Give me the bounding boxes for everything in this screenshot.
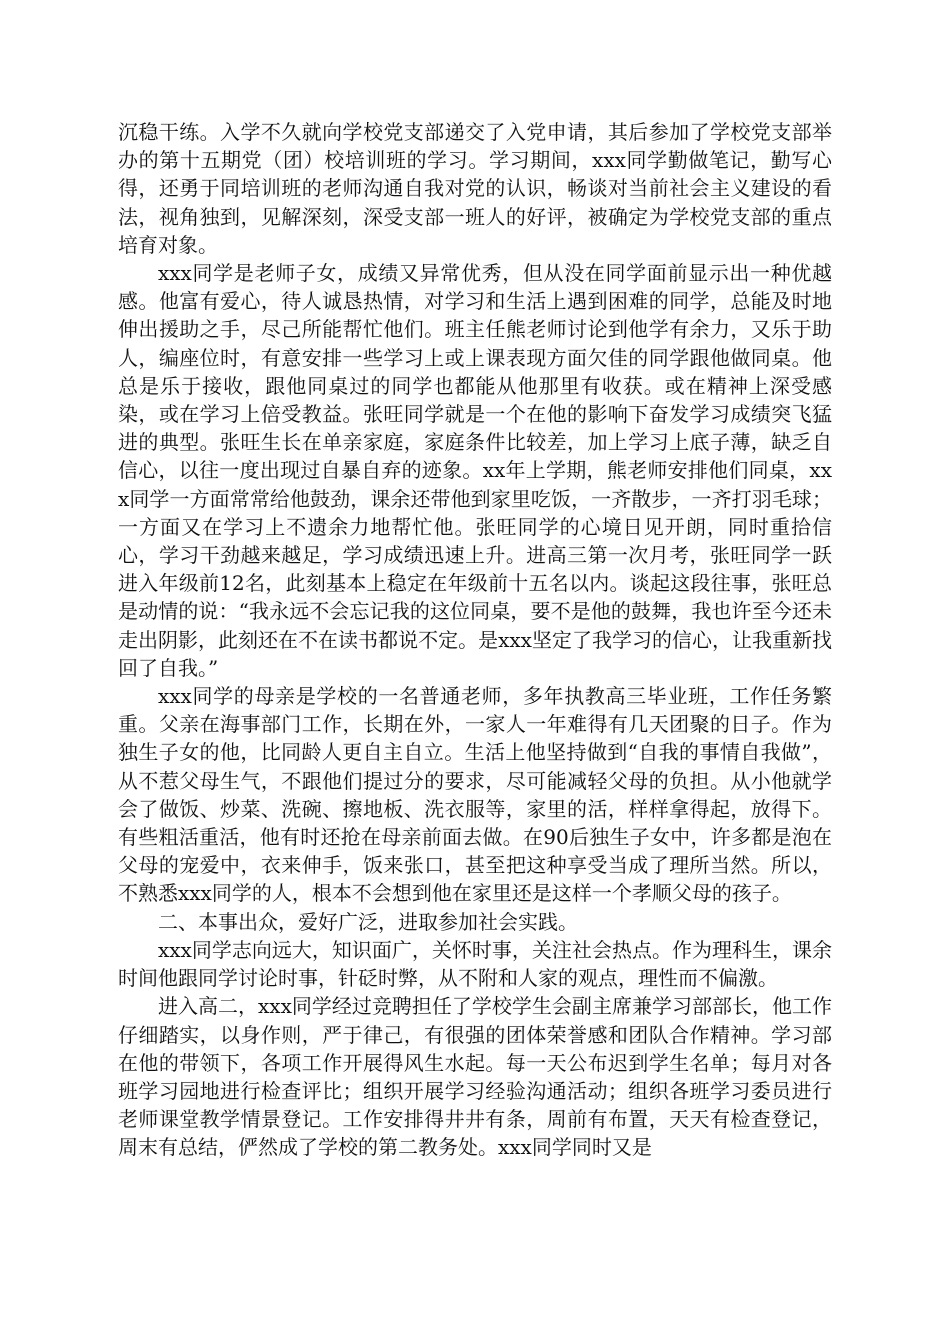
paragraph-continuation: 沉稳干练。入学不久就向学校党支部递交了入党申请，其后参加了学校党支部举办的第十五期党（团）校培训班的学习。学习期间，xxx同学勤做笔记，勤写心得，还勇于同培训班的老师沟通自我对党的认识，畅谈对当前社会主义建设的看法，视角独到，见解深刻，深受支部一班人的好评，被确定为学校党支部的重点培育对象。 xyxy=(118,120,832,257)
paragraph-current-affairs: xxx同学志向远大，知识面广，关怀时事，关注社会热点。作为理科生，课余时间他跟同学讨论时事，针砭时弊，从不附和人家的观点，理性而不偏激。 xyxy=(118,937,832,991)
paragraph-student-union: 进入高二，xxx同学经过竞聘担任了学校学生会副主席兼学习部部长，他工作仔细踏实，以身作则，严于律己，有很强的团体荣誉感和团队合作精神。学习部在他的带领下，各项工作开展得风生水起。每一天公布迟到学生名单；每月对各班学习园地进行检查评比；组织开展学习经验沟通活动；组织各班学习委员进行老师课堂教学情景登记。工作安排得井井有条，周前有布置，天天有检查登记，周末有总结，俨然成了学校的第二教务处。xxx同学同时又是 xyxy=(118,994,832,1160)
paragraph-classmate-help: xxx同学是老师子女，成绩又异常优秀，但从没在同学面前显示出一种优越感。他富有爱心，待人诚恳热情，对学习和生活上遇到困难的同学，总能及时地伸出援助之手，尽己所能帮忙他们。班主任熊老师讨论到他学有余力，又乐于助人，编座位时，有意安排一些学习上或上课表现方面欠佳的同学跟他做同桌。他总是乐于接收，跟他同桌过的同学也都能从他那里有收获。或在精神上深受感染，或在学习上倍受教益。张旺同学就是一个在他的影响下奋发学习成绩突飞猛进的典型。张旺生长在单亲家庭，家庭条件比较差，加上学习上底子薄，缺乏自信心，以往一度出现过自暴自弃的迹象。xx年上学期，熊老师安排他们同桌，xxx同学一方面常常给他鼓劲，课余还带他到家里吃饭，一齐散步，一齐打羽毛球；一方面又在学习上不遗余力地帮忙他。张旺同学的心境日见开朗，同时重拾信心，学习干劲越来越足，学习成绩迅速上升。进高三第一次月考，张旺同学一跃进入年级前12名，此刻基本上稳定在年级前十五名以内。谈起这段往事，张旺总是动情的说：“我永远不会忘记我的这位同桌，要不是他的鼓舞，我也许至今还未走出阴影，此刻还在不在读书都说不定。是xxx坚定了我学习的信心，让我重新找回了自我。” xyxy=(118,261,832,680)
section-heading-abilities: 二、本事出众，爱好广泛，进取参加社会实践。 xyxy=(158,909,578,934)
document-body xyxy=(118,118,832,1162)
paragraph-family-life: xxx同学的母亲是学校的一名普通老师，多年执教高三毕业班，工作任务繁重。父亲在海事部门工作，长期在外，一家人一年难得有几天团聚的日子。作为独生子女的他，比同龄人更自主自立。生活上他坚持做到“自我的事情自我做”，从不惹父母生气，不跟他们提过分的要求，尽可能减轻父母的负担。从小他就学会了做饭、炒菜、洗碗、擦地板、洗衣服等，家里的活，样样拿得起，放得下。有些粗活重活，他有时还抢在母亲前面去做。在90后独生子女中，许多都是泡在父母的宠爱中，衣来伸手，饭来张口，甚至把这种享受当成了理所当然。所以，不熟悉xxx同学的人，根本不会想到他在家里还是这样一个孝顺父母的孩子。 xyxy=(118,684,832,906)
